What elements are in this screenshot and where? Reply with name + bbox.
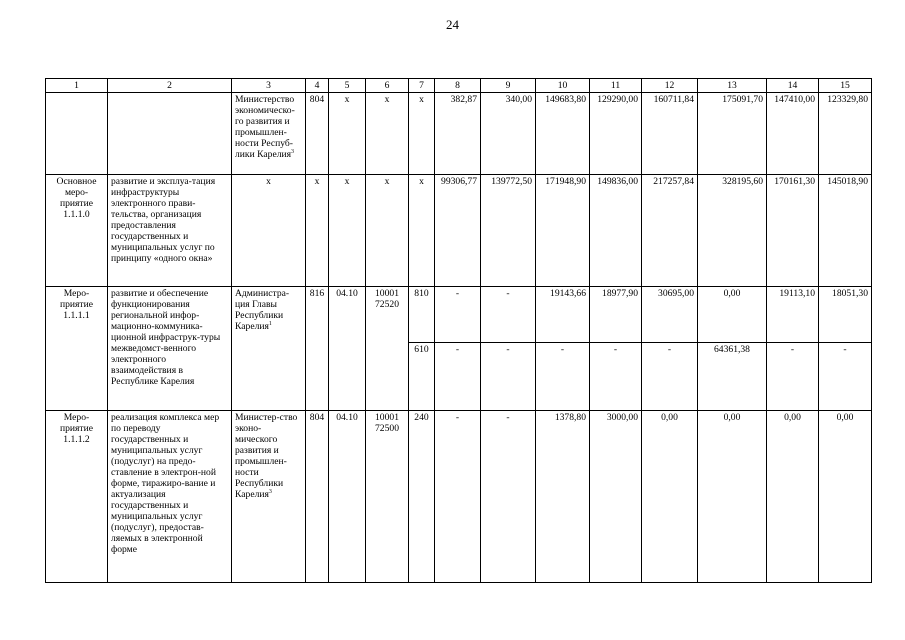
column-number: 14 bbox=[767, 79, 819, 93]
cell-status: Основное меро-приятие 1.1.1.0 bbox=[46, 175, 108, 287]
cell-status: Меро-приятие 1.1.1.1 bbox=[46, 287, 108, 411]
cell-value: - bbox=[435, 411, 481, 583]
cell-value: - bbox=[819, 343, 872, 411]
cell-title: развитие и эксплуа-тация инфраструктуры электронного прави-тельства, организация предоставления государственных и муниципальных услуг по принципу «одного окна» bbox=[108, 175, 232, 287]
cell-value: 99306,77 bbox=[435, 175, 481, 287]
cell-csr: х bbox=[366, 93, 409, 175]
cell-title: реализация комплекса мер по переводу государственных и муниципальных услуг (подуслуг) на предо-ставление в электрон-ной форме, тиражиро-вание и актуализация государственных и муниципальных услуг (подуслуг), предостав-ляемых в электронной форме bbox=[108, 411, 232, 583]
cell-rzpr: х bbox=[329, 93, 366, 175]
cell-vr: 240 bbox=[409, 411, 435, 583]
table-row bbox=[46, 93, 872, 175]
cell-value: 170161,30 bbox=[767, 175, 819, 287]
column-number: 6 bbox=[366, 79, 409, 93]
footnote-mark: 3 bbox=[268, 489, 272, 495]
column-number: 15 bbox=[819, 79, 872, 93]
cell-status: Меро-приятие 1.1.1.2 bbox=[46, 411, 108, 583]
footnote-mark: 1 bbox=[268, 321, 272, 327]
cell-value: - bbox=[435, 287, 481, 343]
cell-grbs: 804 bbox=[306, 93, 329, 175]
cell-value: - bbox=[536, 343, 590, 411]
cell-grbs: 804 bbox=[306, 411, 329, 583]
cell-value: - bbox=[481, 411, 536, 583]
cell-value: 64361,38 bbox=[698, 343, 767, 411]
cell-value: - bbox=[435, 343, 481, 411]
cell-value: 160711,84 bbox=[642, 93, 698, 175]
table-row bbox=[46, 411, 872, 583]
cell-status bbox=[46, 93, 108, 175]
cell-vr: х bbox=[409, 175, 435, 287]
cell-value: 123329,80 bbox=[819, 93, 872, 175]
cell-value: 1378,80 bbox=[536, 411, 590, 583]
cell-value: 149836,00 bbox=[590, 175, 642, 287]
cell-title: развитие и обеспечение функционирования региональной инфор-мационно-коммуника-ционной инфраструк-туры межведомст-венного электронного взаимодействия в Республике Карелия bbox=[108, 287, 232, 411]
cell-value: 0,00 bbox=[642, 411, 698, 583]
cell-executor: Министер-ство эконо-мического развития и промышлен-ности Республики Карелия$^3$ bbox=[232, 411, 306, 583]
cell-csr: 10001 72520 bbox=[366, 287, 409, 411]
column-number: 2 bbox=[108, 79, 232, 93]
cell-value: 217257,84 bbox=[642, 175, 698, 287]
cell-executor: Администра-ция Главы Республики Карелия$^1$ bbox=[232, 287, 306, 411]
column-number-row bbox=[46, 79, 872, 93]
cell-vr: х bbox=[409, 93, 435, 175]
column-number: 8 bbox=[435, 79, 481, 93]
cell-value: 0,00 bbox=[819, 411, 872, 583]
cell-value: - bbox=[642, 343, 698, 411]
cell-executor: х bbox=[232, 175, 306, 287]
cell-value: 0,00 bbox=[767, 411, 819, 583]
column-number: 7 bbox=[409, 79, 435, 93]
cell-csr: х bbox=[366, 175, 409, 287]
cell-grbs: 816 bbox=[306, 287, 329, 411]
column-number: 4 bbox=[306, 79, 329, 93]
cell-value: 18051,30 bbox=[819, 287, 872, 343]
table-row bbox=[46, 287, 872, 343]
column-number: 12 bbox=[642, 79, 698, 93]
cell-value: 19113,10 bbox=[767, 287, 819, 343]
cell-value: 3000,00 bbox=[590, 411, 642, 583]
cell-value: 18977,90 bbox=[590, 287, 642, 343]
cell-value: - bbox=[481, 287, 536, 343]
column-number: 11 bbox=[590, 79, 642, 93]
cell-value: 30695,00 bbox=[642, 287, 698, 343]
column-number: 10 bbox=[536, 79, 590, 93]
cell-vr: 810 bbox=[409, 287, 435, 343]
column-number: 3 bbox=[232, 79, 306, 93]
cell-value: - bbox=[767, 343, 819, 411]
cell-rzpr: х bbox=[329, 175, 366, 287]
cell-title bbox=[108, 93, 232, 175]
table-row bbox=[46, 175, 872, 287]
cell-value: 328195,60 bbox=[698, 175, 767, 287]
cell-value: 19143,66 bbox=[536, 287, 590, 343]
cell-vr: 610 bbox=[409, 343, 435, 411]
page-number: 24 bbox=[446, 17, 459, 32]
cell-value: 147410,00 bbox=[767, 93, 819, 175]
cell-executor: Министерство экономическо-го развития и промышлен-ности Респуб-лики Карелия$^3$ bbox=[232, 93, 306, 175]
cell-csr: 10001 72500 bbox=[366, 411, 409, 583]
column-number: 13 bbox=[698, 79, 767, 93]
footnote-mark: 3 bbox=[291, 149, 295, 155]
cell-value: 149683,80 bbox=[536, 93, 590, 175]
cell-value: 340,00 bbox=[481, 93, 536, 175]
cell-value: 0,00 bbox=[698, 287, 767, 343]
cell-value: 145018,90 bbox=[819, 175, 872, 287]
cell-value: 0,00 bbox=[698, 411, 767, 583]
cell-rzpr: 04.10 bbox=[329, 287, 366, 411]
cell-value: 171948,90 bbox=[536, 175, 590, 287]
budget-table bbox=[45, 78, 872, 583]
column-number: 9 bbox=[481, 79, 536, 93]
cell-value: 175091,70 bbox=[698, 93, 767, 175]
cell-value: - bbox=[481, 343, 536, 411]
cell-grbs: х bbox=[306, 175, 329, 287]
cell-value: - bbox=[590, 343, 642, 411]
cell-value: 129290,00 bbox=[590, 93, 642, 175]
cell-value: 382,87 bbox=[435, 93, 481, 175]
cell-rzpr: 04.10 bbox=[329, 411, 366, 583]
cell-value: 139772,50 bbox=[481, 175, 536, 287]
column-number: 1 bbox=[46, 79, 108, 93]
column-number: 5 bbox=[329, 79, 366, 93]
